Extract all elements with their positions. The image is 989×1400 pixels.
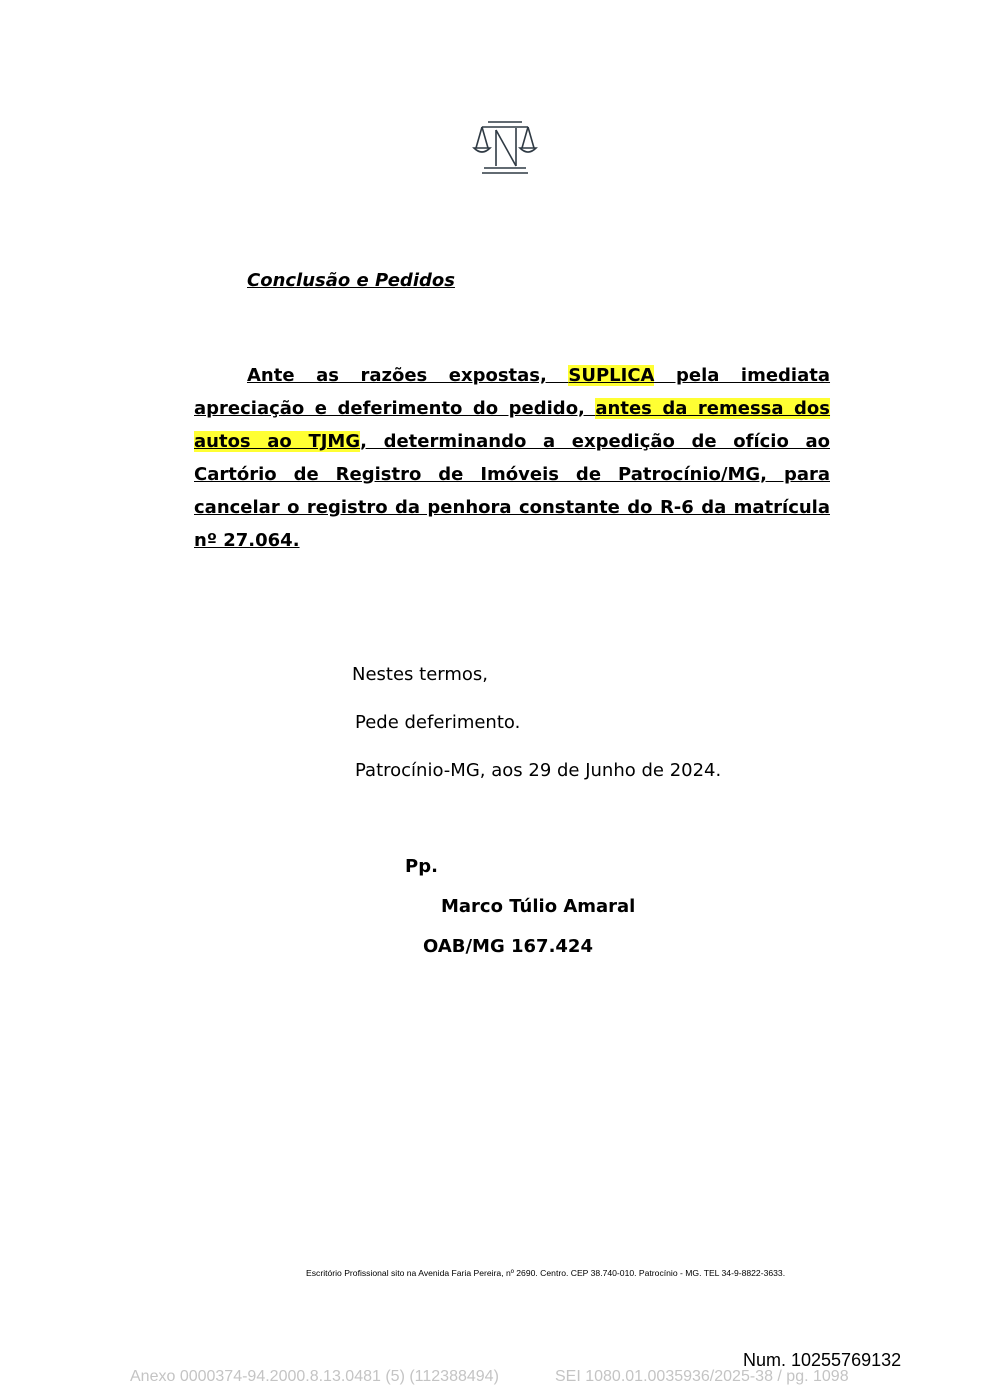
office-address-footer: Escritório Profissional sito na Avenida Faria Pereira, nº 2690. Centro. CEP 38.740-010. Patrocínio - MG. TEL 34-9-8822-3633. bbox=[306, 1268, 786, 1278]
closing-request: Pede deferimento. bbox=[355, 712, 521, 733]
scales-of-justice-logo-icon bbox=[470, 118, 540, 178]
request-line-4: Cartório de Registro de Imóveis de Patrocínio/MG, para bbox=[194, 464, 830, 485]
request-line-1 bbox=[194, 364, 830, 388]
request-line-2-start: apreciação e deferimento do pedido, bbox=[194, 398, 596, 419]
request-line-3-end: , determinando a expedição de ofício ao bbox=[360, 431, 830, 452]
request-line-3 bbox=[194, 430, 830, 454]
closing-terms: Nestes termos, bbox=[352, 664, 489, 685]
request-line-6: nº 27.064. bbox=[194, 530, 300, 551]
signature-pp: Pp. bbox=[405, 856, 438, 877]
logo-graphic bbox=[470, 118, 540, 178]
highlight-remessa: antes da remessa dos bbox=[595, 398, 831, 419]
highlight-tjmg: autos ao TJMG bbox=[194, 431, 361, 452]
anexo-stamp: Anexo 0000374-94.2000.8.13.0481 (5) (112388494) bbox=[130, 1368, 499, 1385]
request-line-1-end: pela imediata bbox=[654, 365, 831, 386]
section-title: Conclusão e Pedidos bbox=[247, 270, 455, 291]
place-date: Patrocínio-MG, aos 29 de Junho de 2024. bbox=[355, 760, 722, 781]
request-line-2 bbox=[194, 397, 830, 421]
request-line-1-start: Ante as razões expostas, bbox=[247, 365, 569, 386]
request-line-5: cancelar o registro da penhora constante do R-6 da matrícula bbox=[194, 497, 830, 518]
signature-name: Marco Túlio Amaral bbox=[441, 896, 636, 917]
document-number: Num. 10255769132 bbox=[743, 1350, 902, 1370]
highlight-suplica: SUPLICA bbox=[568, 365, 655, 386]
signature-oab: OAB/MG 167.424 bbox=[423, 936, 593, 957]
sei-page-stamp: SEI 1080.01.0035936/2025-38 / pg. 1098 bbox=[555, 1368, 849, 1385]
